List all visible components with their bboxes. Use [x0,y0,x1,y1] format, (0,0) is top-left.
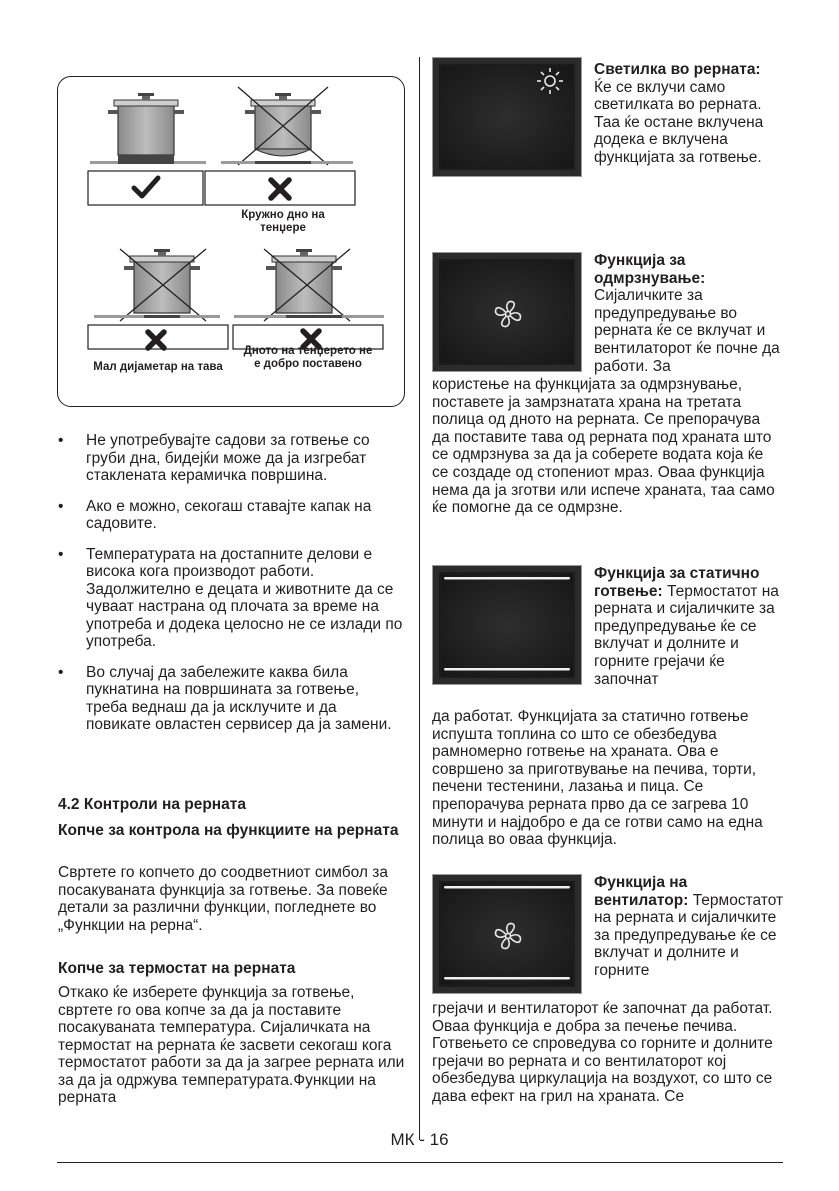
bullet-item: • Ако е можно, секогаш ставајте капак на садовите. [58,498,403,533]
function-knob-text: Свртете го копчето до соодветниот симбол за посакуваната функција за готвење. За повеќе детали за различни функции, погледнете во „Функции на рерна“. [58,864,388,934]
defrost-function-text: Сијаличките за предупредување во рерната ќе се вклучат и вентилаторот ќе почне да работи. За [594,287,780,375]
heater-line-icon [432,565,582,685]
fan-function-desc [594,874,784,980]
fan-icon [491,297,525,331]
pot-small-diameter [120,249,206,321]
static-function-continuation: да работат. Функцијата за статично готвење испушта топлина со што се обезбедува рамномерно готвење на храната. Ова е совршено за приготвување на печива, торти, печени тестенини, лазања и пица. Се препорачува рерната прво да се загрева 10 минути и најдобро е да се готви само на една полица во оваа функција. [432,708,763,849]
oven-static-image [432,565,582,685]
static-function-text: Термостатот на рерната и сијаличките за предупредување ќе се вклучат и долните и горните грејачи ќе започнат [594,582,779,688]
page-number: МК - 16 [390,1130,449,1149]
section-title: 4.2 Контроли на рерната [58,796,247,813]
oven-light-icon [535,66,565,96]
fan-function-text: Термостатот на рерната и сијаличките за предупредување ќе се вклучат и долните и горните [594,891,784,979]
light-function-text: Ќе се вклучи само светилката во рерната. Таа ќе остане вклучена додека е вклучена функцијата за готвење. [594,78,764,166]
light-function-title: Светилка во рерната: [594,61,761,78]
fan-function-title: Функција на вентилатор: [594,874,689,909]
pot-round-bottom [238,87,328,165]
defrost-function-continuation: користење на функцијата за одмрзнување, поставете ја замрзнатата храна на третата полица од дното на рерната. Се препорачува да поставите тава од рерната под храната што се одмрзнува за да ја соберете водата која ќе се создаде од стопениот мраз. Оваа функција нема да ја зготви или испече храната, таа само ќе помогне да се одмрзне. [432,376,775,517]
function-knob-heading: Копче за контрола на функциите на рерната [58,822,399,839]
bullet-item: • Во случај да забележите каква била пукнатина на површината за готвење, треба веднаш да ја исклучите и да повикате овластен сервисер да ја замени. [58,664,403,734]
oven-fan-image [432,874,582,994]
bullet-item: • Температурата на достапните делови е висока кога производот работи. Задолжително е децата и животните да се чуваат настрана од плочата за време на употреба и додека целосно не се излади по употреба. [58,546,403,651]
light-function-desc [594,61,764,167]
static-function-desc [594,565,784,688]
label-small-diameter: Мал дијаметар на тава [93,361,223,373]
bullet-item: • Не употребувајте садови за готвење со груби дна, бидејќи може да ја изгребат стаклената керамичка површина. [58,432,403,485]
fan-function-continuation: грејачи и вентилаторот ќе започнат да работат. Оваа функција е добра за печење печива. Готвењето се спроведува со горните и долните грејачи во рерната и со вентилаторот кој обезбедува циркулација на воздухот, со што се дава ефект на грил на храната. Се [432,1000,773,1105]
pot-correct [108,93,184,161]
cookware-diagram [57,76,405,407]
column-divider [419,57,420,1140]
thermostat-knob-text: Откако ќе изберете функција за готвење, свртете го ова копче за да ја поставите посакуваната температура. Сијаличката на термостат на рерната ќе засвети секогаш кога термостатот работи за да ја загрее рерната или за да ја одржува температурата.Функции на рерната [58,984,405,1106]
defrost-function-title: Функција за одмрзнување: [594,252,706,287]
safety-bullet-list [58,432,403,747]
oven-light-image [432,57,582,177]
label-round-bottom: Кружно дно на тенџере [241,209,325,234]
thermostat-knob-heading: Копче за термостат на рерната [58,960,296,977]
defrost-function-desc [594,252,784,375]
pot-misplaced [264,249,350,321]
static-function-title: Функција за статично готвење: [594,565,760,600]
footer-rule [57,1162,783,1163]
fan-icon [491,919,525,953]
label-misplaced-bottom: Дното на тенџерето не е добро поставено [243,345,373,370]
oven-defrost-image [432,252,582,372]
